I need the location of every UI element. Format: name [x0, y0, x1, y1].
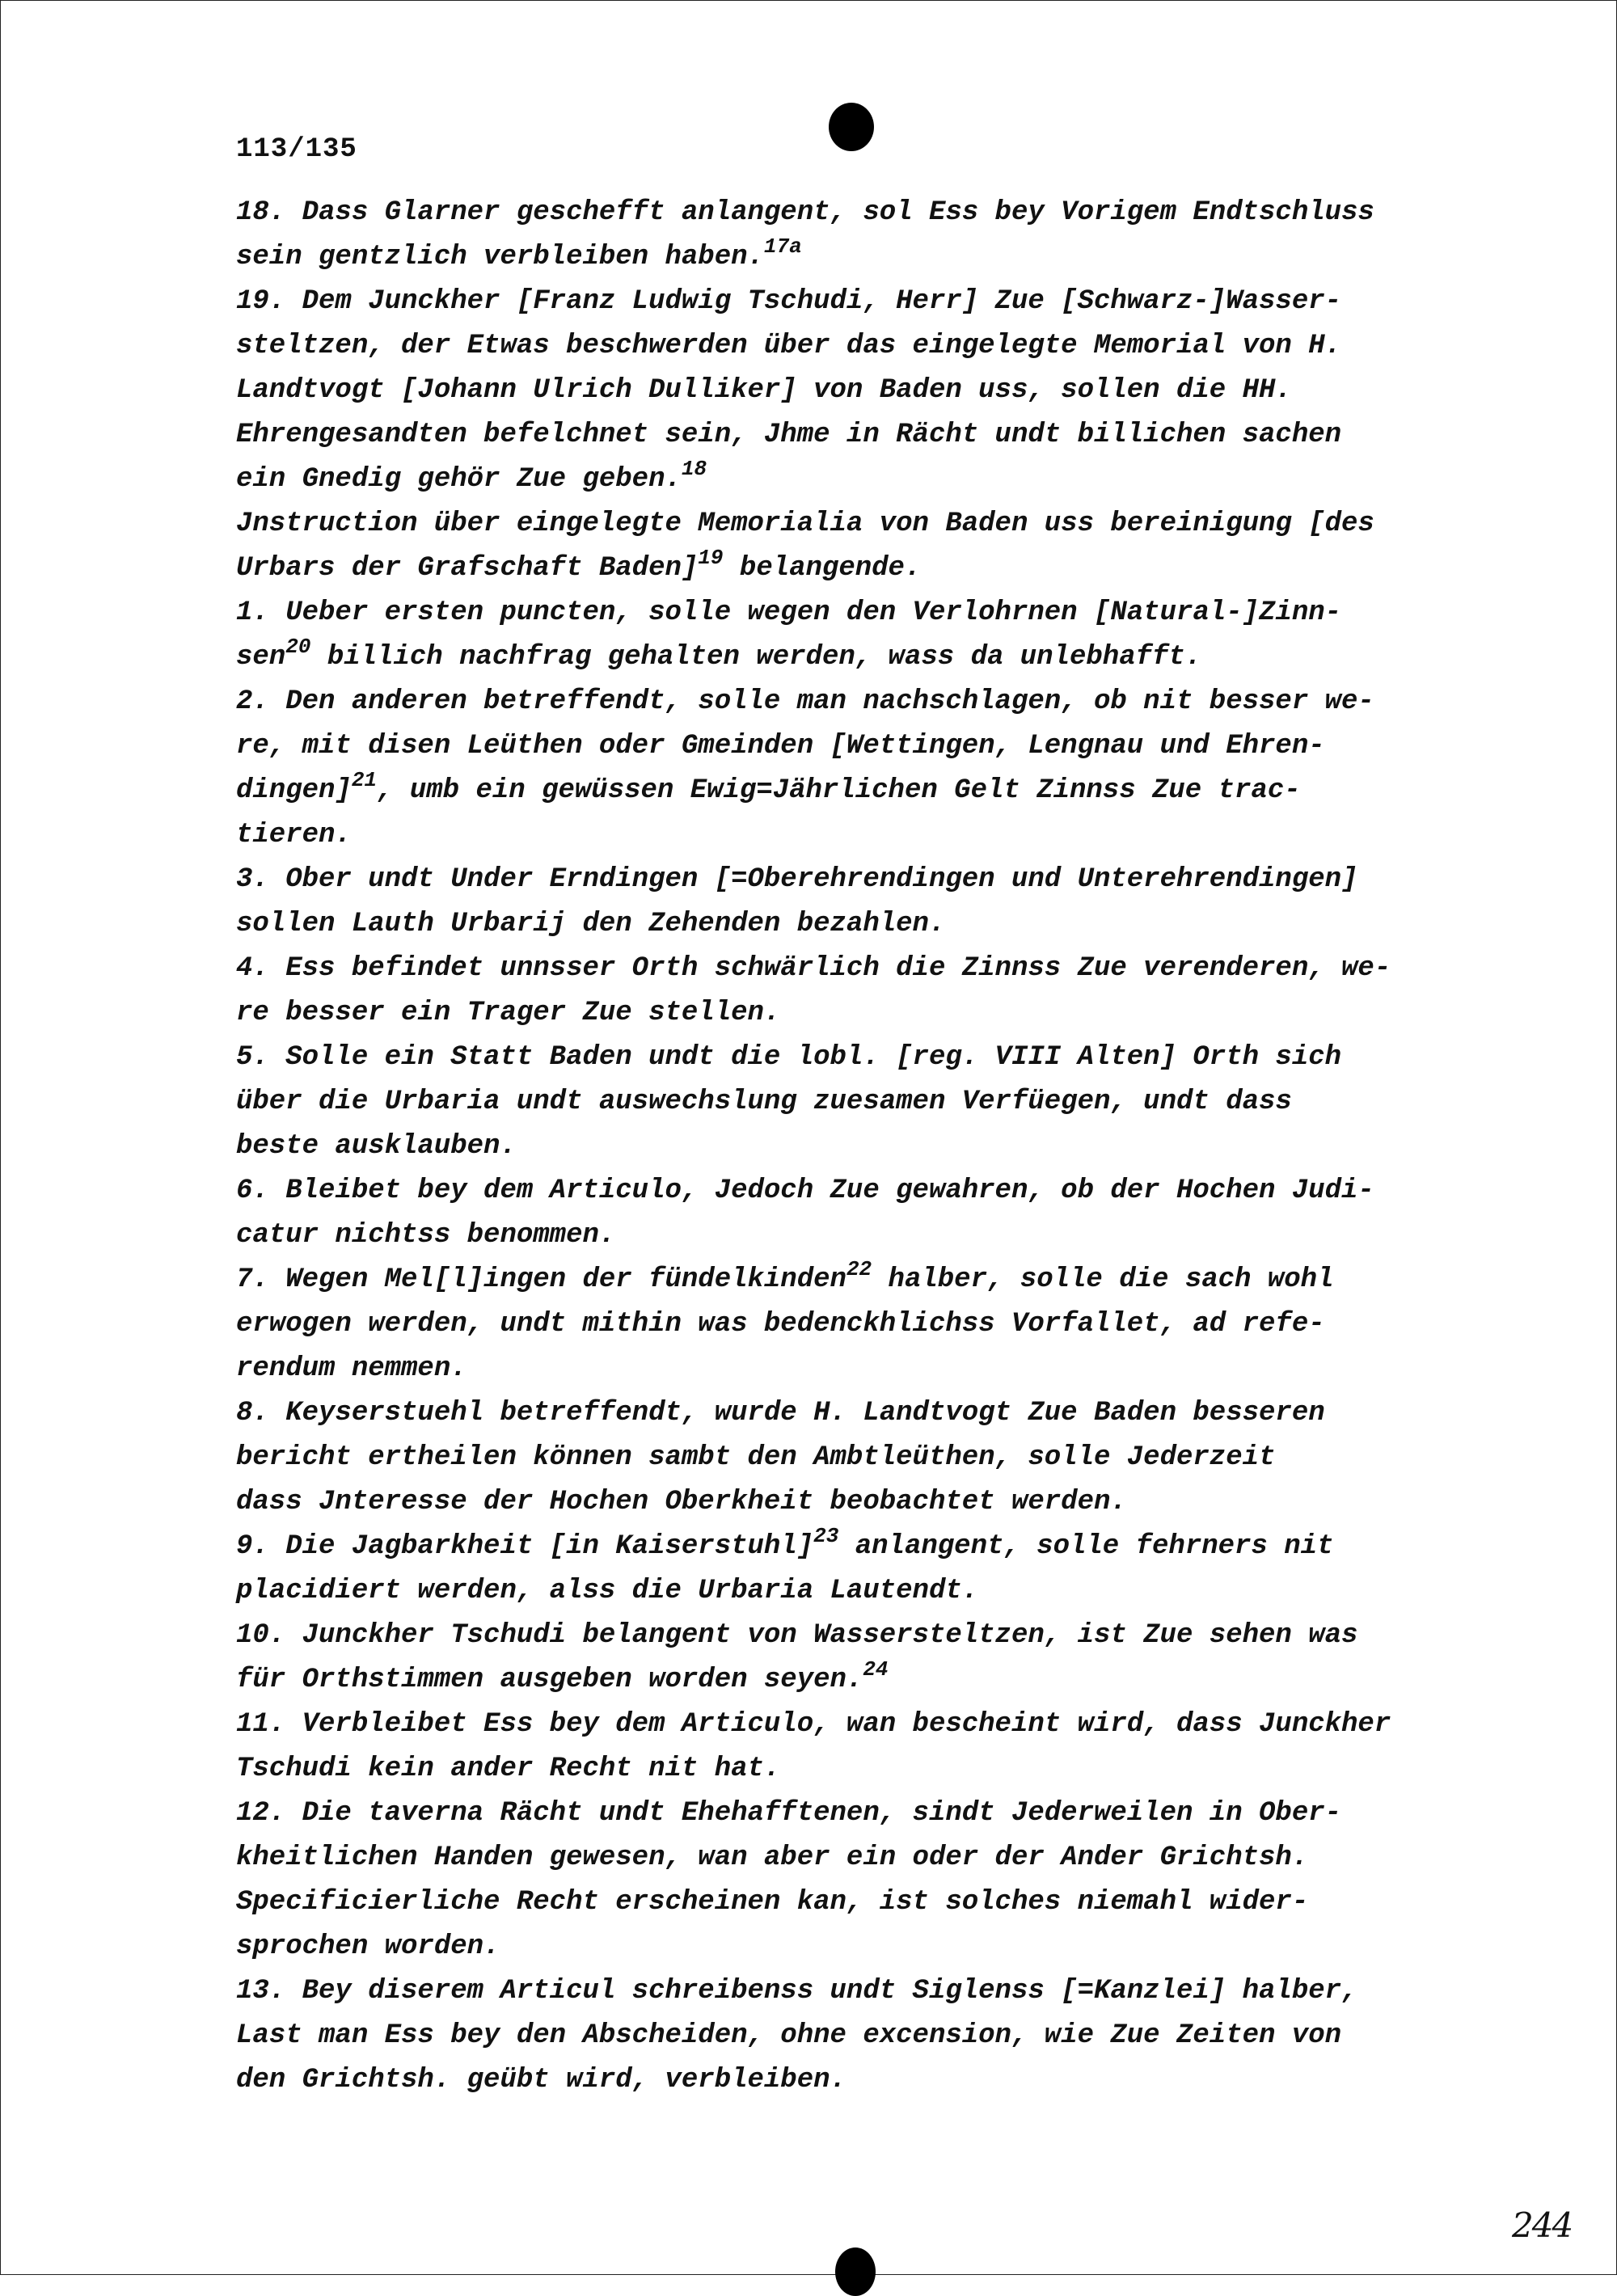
entry — [236, 858, 1489, 947]
text-line — [236, 1036, 1489, 1080]
line-text: catur nichtss benommen. — [236, 1220, 616, 1251]
text-line — [236, 1569, 1489, 1614]
footnote-marker: 23 — [813, 1524, 839, 1548]
text-line — [236, 768, 1489, 813]
line-text: tieren. — [236, 820, 352, 850]
line-text: 7. Wegen Mel[l]ingen der fündelkinden — [236, 1264, 846, 1295]
line-text: bericht ertheilen können sambt den Ambtleüthen, solle Jederzeit — [236, 1442, 1276, 1473]
line-text: 8. Keyserstuehl betreffendt, wurde H. Landtvogt Zue Baden besseren — [236, 1398, 1325, 1429]
text-line — [236, 1169, 1489, 1213]
line-text: dass Jnteresse der Hochen Oberkheit beobachtet werden. — [236, 1487, 1127, 1517]
line-text: erwogen werden, undt mithin was bedenckhlichss Vorfallet, ad refe- — [236, 1309, 1325, 1340]
text-line — [236, 413, 1489, 458]
entry — [236, 191, 1489, 280]
line-text-continued: halber, solle die sach wohl — [872, 1264, 1334, 1295]
line-text: beste ausklauben. — [236, 1131, 517, 1162]
text-line — [236, 1880, 1489, 1925]
line-text: kheitlichen Handen gewesen, wan aber ein oder der Ander Grichtsh. — [236, 1842, 1309, 1873]
punch-hole-top — [829, 103, 874, 151]
text-line — [236, 234, 1489, 280]
text-line — [236, 1213, 1489, 1258]
text-line — [236, 1657, 1489, 1703]
text-line — [236, 1347, 1489, 1391]
text-line — [236, 1125, 1489, 1169]
line-text: sollen Lauth Urbarij den Zehenden bezahlen. — [236, 909, 946, 939]
line-text: 5. Solle ein Statt Baden undt die lobl. [reg. VIII Alten] Orth sich — [236, 1042, 1342, 1073]
line-text: 13. Bey diserem Articul schreibenss undt Siglenss [=Kanzlei] halber, — [236, 1976, 1358, 2007]
entry — [236, 1525, 1489, 1614]
text-line — [236, 1302, 1489, 1347]
line-text: Urbars der Grafschaft Baden] — [236, 553, 699, 584]
text-line — [236, 1391, 1489, 1436]
entry — [236, 591, 1489, 680]
line-text: Tschudi kein ander Recht nit hat. — [236, 1754, 781, 1784]
line-text: Ehrengesandten befelchnet sein, Jhme in Rächt undt billichen sachen — [236, 420, 1342, 450]
footnote-marker: 24 — [863, 1657, 889, 1682]
footnote-marker: 17a — [763, 234, 802, 259]
punch-hole-bottom — [835, 2247, 876, 2296]
line-text: 19. Dem Junckher [Franz Ludwig Tschudi, Herr] Zue [Schwarz-]Wasser- — [236, 286, 1342, 317]
text-line — [236, 1524, 1489, 1569]
line-text: re besser ein Trager Zue stellen. — [236, 998, 781, 1028]
line-text-continued: belangende. — [723, 553, 922, 584]
text-line — [236, 635, 1489, 680]
text-line — [236, 1703, 1489, 1747]
entry — [236, 1258, 1489, 1391]
entry — [236, 1169, 1489, 1258]
text-line — [236, 1969, 1489, 2014]
text-line — [236, 2058, 1489, 2103]
entry — [236, 502, 1489, 591]
text-line — [236, 369, 1489, 413]
line-text: Jnstruction über eingelegte Memorialia von Baden uss bereinigung [des — [236, 509, 1374, 539]
line-text-continued: , umb ein gewüssen Ewig=Jährlichen Gelt Zinnss Zue trac- — [377, 775, 1301, 806]
text-line — [236, 1792, 1489, 1836]
page-reference: 113/135 — [236, 134, 357, 165]
entry — [236, 947, 1489, 1036]
entry — [236, 680, 1489, 858]
text-line — [236, 902, 1489, 947]
text-line — [236, 546, 1489, 591]
text-line — [236, 1480, 1489, 1525]
line-text: 6. Bleibet bey dem Articulo, Jedoch Zue gewahren, ob der Hochen Judi- — [236, 1175, 1374, 1206]
line-text: dingen] — [236, 775, 352, 806]
line-text: für Orthstimmen ausgeben worden seyen. — [236, 1665, 863, 1695]
text-line — [236, 2014, 1489, 2058]
text-line — [236, 1257, 1489, 1302]
line-text: rendum nemmen. — [236, 1353, 467, 1384]
entry — [236, 280, 1489, 502]
footnote-marker: 21 — [351, 768, 378, 792]
line-text: über die Urbaria undt auswechslung zuesamen Verfüegen, undt dass — [236, 1087, 1292, 1117]
line-text: sprochen worden. — [236, 1931, 500, 1962]
footnote-marker: 18 — [681, 457, 707, 481]
text-line — [236, 1080, 1489, 1125]
line-text: 10. Junckher Tschudi belangent von Wassersteltzen, ist Zue sehen was — [236, 1620, 1358, 1651]
line-text: Specificierliche Recht erscheinen kan, ist solches niemahl wider- — [236, 1887, 1309, 1918]
line-text: steltzen, der Etwas beschwerden über das eingelegte Memorial von H. — [236, 331, 1342, 361]
line-text-continued: billich nachfrag gehalten werden, wass da unlebhafft. — [310, 642, 1202, 673]
text-line — [236, 813, 1489, 858]
text-line — [236, 502, 1489, 547]
entry — [236, 1969, 1489, 2103]
entry — [236, 1036, 1489, 1169]
line-text: sein gentzlich verbleiben haben. — [236, 242, 764, 272]
footnote-marker: 19 — [698, 546, 724, 570]
line-text-continued: anlangent, solle fehrners nit — [838, 1531, 1334, 1562]
line-text: placidiert werden, alss die Urbaria Lautendt. — [236, 1576, 979, 1606]
line-text: sen — [236, 642, 286, 673]
entry — [236, 1391, 1489, 1525]
line-text: 1. Ueber ersten puncten, solle wegen den Verlohrnen [Natural-]Zinn- — [236, 597, 1342, 628]
text-line — [236, 1436, 1489, 1480]
text-line — [236, 947, 1489, 991]
line-text: 4. Ess befindet unnsser Orth schwärlich die Zinnss Zue verenderen, we- — [236, 953, 1391, 984]
text-line — [236, 1925, 1489, 1969]
footnote-marker: 22 — [846, 1257, 872, 1281]
line-text: re, mit disen Leüthen oder Gmeinden [Wettingen, Lengnau und Ehren- — [236, 731, 1325, 762]
line-text: 3. Ober undt Under Erndingen [=Oberehrendingen und Unterehrendingen] — [236, 864, 1358, 895]
line-text: 18. Dass Glarner geschefft anlangent, sol Ess bey Vorigem Endtschluss — [236, 197, 1374, 228]
text-line — [236, 724, 1489, 769]
line-text: 2. Den anderen betreffendt, solle man nachschlagen, ob nit besser we- — [236, 686, 1374, 717]
text-line — [236, 680, 1489, 724]
line-text: 11. Verbleibet Ess bey dem Articulo, wan bescheint wird, dass Junckher — [236, 1709, 1391, 1740]
handwritten-page-number: 244 — [1512, 2205, 1573, 2245]
line-text: 12. Die taverna Rächt undt Ehehafftenen, sindt Jederweilen in Ober- — [236, 1798, 1342, 1829]
line-text: Last man Ess bey den Abscheiden, ohne excension, wie Zue Zeiten von — [236, 2020, 1342, 2051]
text-line — [236, 1836, 1489, 1880]
line-text: den Grichtsh. geübt wird, verbleiben. — [236, 2065, 846, 2096]
line-text: 9. Die Jagbarkheit [in Kaiserstuhl] — [236, 1531, 814, 1562]
entry — [236, 1614, 1489, 1703]
text-line — [236, 1747, 1489, 1792]
entry — [236, 1792, 1489, 1969]
text-line — [236, 991, 1489, 1036]
text-line — [236, 591, 1489, 635]
text-line — [236, 1614, 1489, 1658]
footnote-marker: 20 — [285, 635, 311, 659]
line-text: Landtvogt [Johann Ulrich Dulliker] von Baden uss, sollen die HH. — [236, 375, 1292, 406]
text-line — [236, 191, 1489, 235]
entry — [236, 1703, 1489, 1792]
text-line — [236, 280, 1489, 324]
line-text: ein Gnedig gehör Zue geben. — [236, 464, 682, 495]
text-line — [236, 457, 1489, 502]
text-line — [236, 324, 1489, 369]
document-body — [236, 191, 1489, 2103]
text-line — [236, 858, 1489, 902]
